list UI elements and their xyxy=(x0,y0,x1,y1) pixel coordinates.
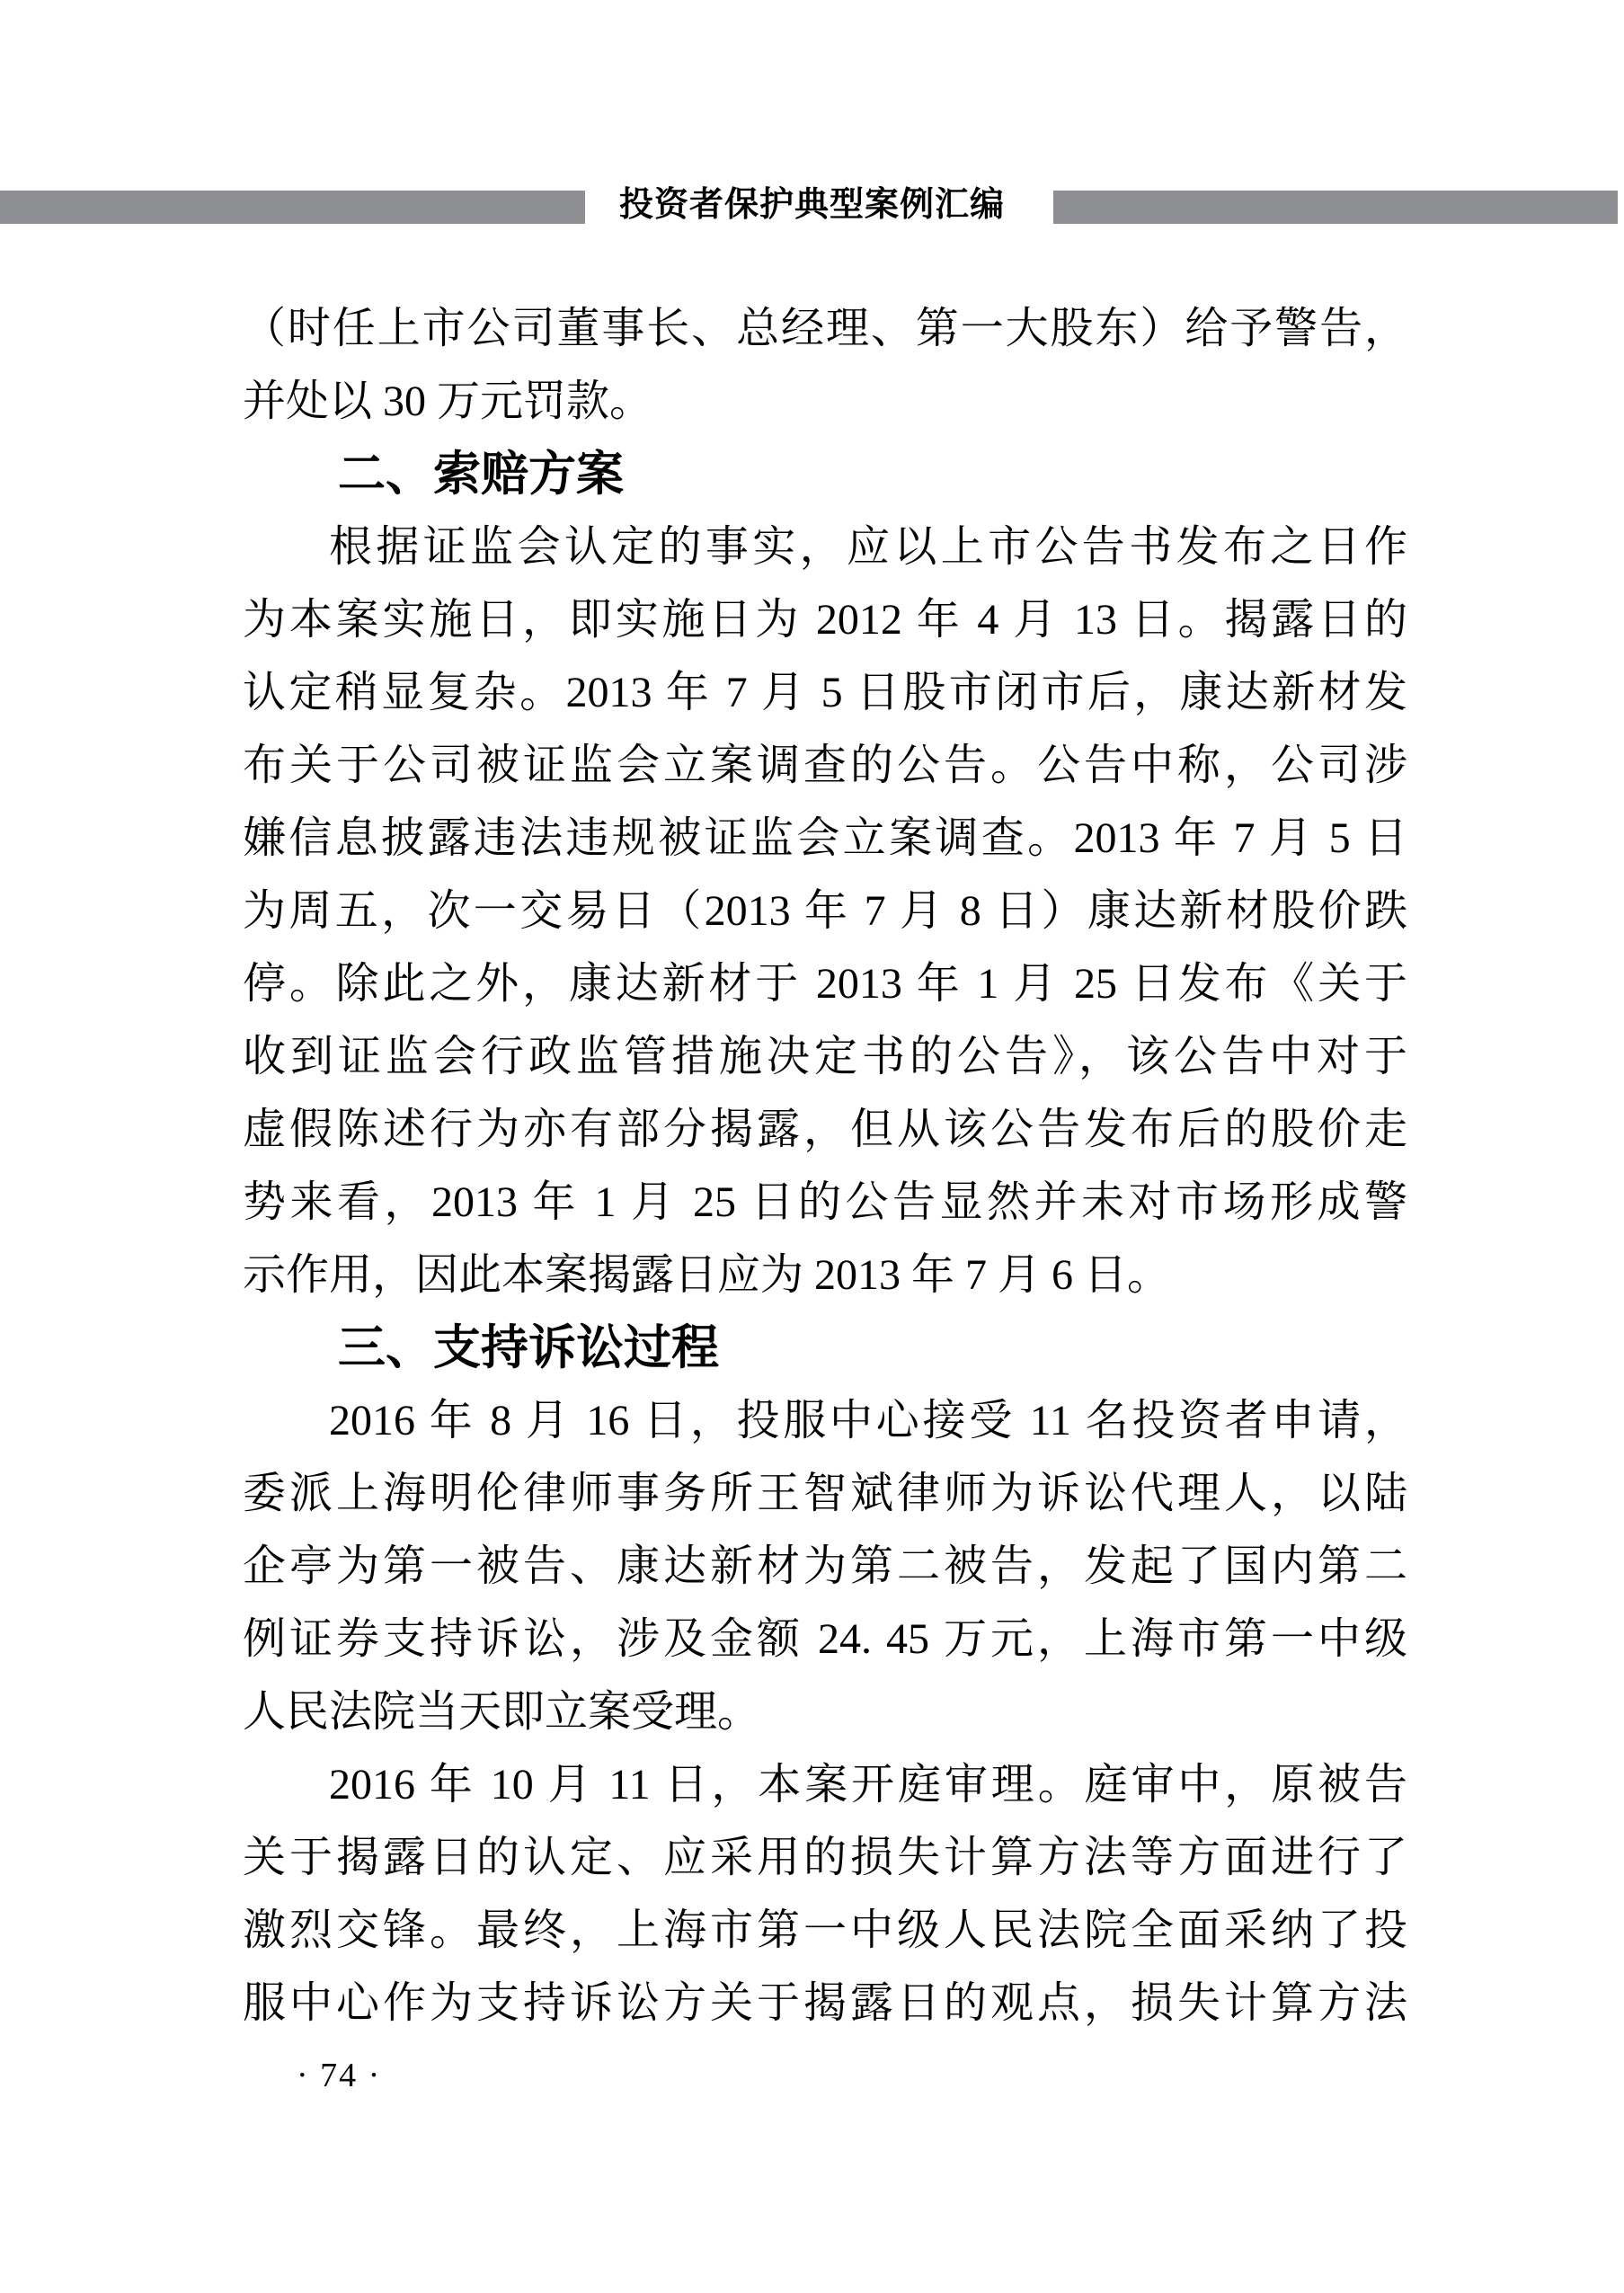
text-line: 为周五，次一交易日（2013 年 7 月 8 日）康达新材股价跌 xyxy=(243,887,1407,935)
section-heading: 二、索赔方案 xyxy=(338,448,624,501)
text-line: （时任上市公司董事长、总经理、第一大股东）给予警告， xyxy=(243,305,1407,352)
text-line: 嫌信息披露违法违规被证监会立案调查。2013 年 7 月 5 日 xyxy=(243,814,1407,862)
text-line: 例证券支持诉讼，涉及金额 24. 45 万元，上海市第一中级 xyxy=(243,1615,1407,1663)
text-line: 虚假陈述行为亦有部分揭露，但从该公告发布后的股价走 xyxy=(243,1106,1407,1153)
text-line: 布关于公司被证监会立案调查的公告。公告中称，公司涉 xyxy=(243,742,1407,789)
text-line: 关于揭露日的认定、应采用的损失计算方法等方面进行了 xyxy=(243,1834,1407,1881)
text-line: 收到证监会行政监管措施决定书的公告》，该公告中对于 xyxy=(243,1033,1407,1080)
text-line: 势来看，2013 年 1 月 25 日的公告显然并未对市场形成警 xyxy=(243,1178,1407,1226)
section-heading: 三、支持诉讼过程 xyxy=(338,1321,719,1374)
text-line: 委派上海明伦律师事务所王智斌律师为诉讼代理人，以陆 xyxy=(243,1470,1407,1517)
text-line: 2016 年 8 月 16 日，投服中心接受 11 名投资者申请， xyxy=(329,1397,1407,1444)
text-line: 为本案实施日，即实施日为 2012 年 4 月 13 日。揭露日的 xyxy=(243,596,1407,644)
page-number: · 74 · xyxy=(297,2057,382,2094)
text-line: 人民法院当天即立案受理。 xyxy=(243,1688,761,1736)
text-line: 激烈交锋。最终，上海市第一中级人民法院全面采纳了投 xyxy=(243,1906,1407,1954)
text-line: 2016 年 10 月 11 日，本案开庭审理。庭审中，原被告 xyxy=(329,1761,1407,1809)
text-line: 示作用，因此本案揭露日应为 2013 年 7 月 6 日。 xyxy=(243,1251,1171,1299)
text-line: 企亭为第一被告、康达新材为第二被告，发起了国内第二 xyxy=(243,1542,1407,1590)
text-line: 服中心作为支持诉讼方关于揭露日的观点，损失计算方法 xyxy=(243,1979,1407,2027)
text-line: 根据证监会认定的事实，应以上市公告书发布之日作 xyxy=(329,523,1407,571)
text-line: 停。除此之外，康达新材于 2013 年 1 月 25 日发布《关于 xyxy=(243,960,1407,1008)
running-head-title: 投资者保护典型案例汇编 xyxy=(618,186,1005,224)
text-line: 认定稍显复杂。2013 年 7 月 5 日股市闭市后，康达新材发 xyxy=(243,669,1407,716)
body-text xyxy=(243,292,1407,2040)
text-line: 并处以 30 万元罚款。 xyxy=(243,378,653,425)
